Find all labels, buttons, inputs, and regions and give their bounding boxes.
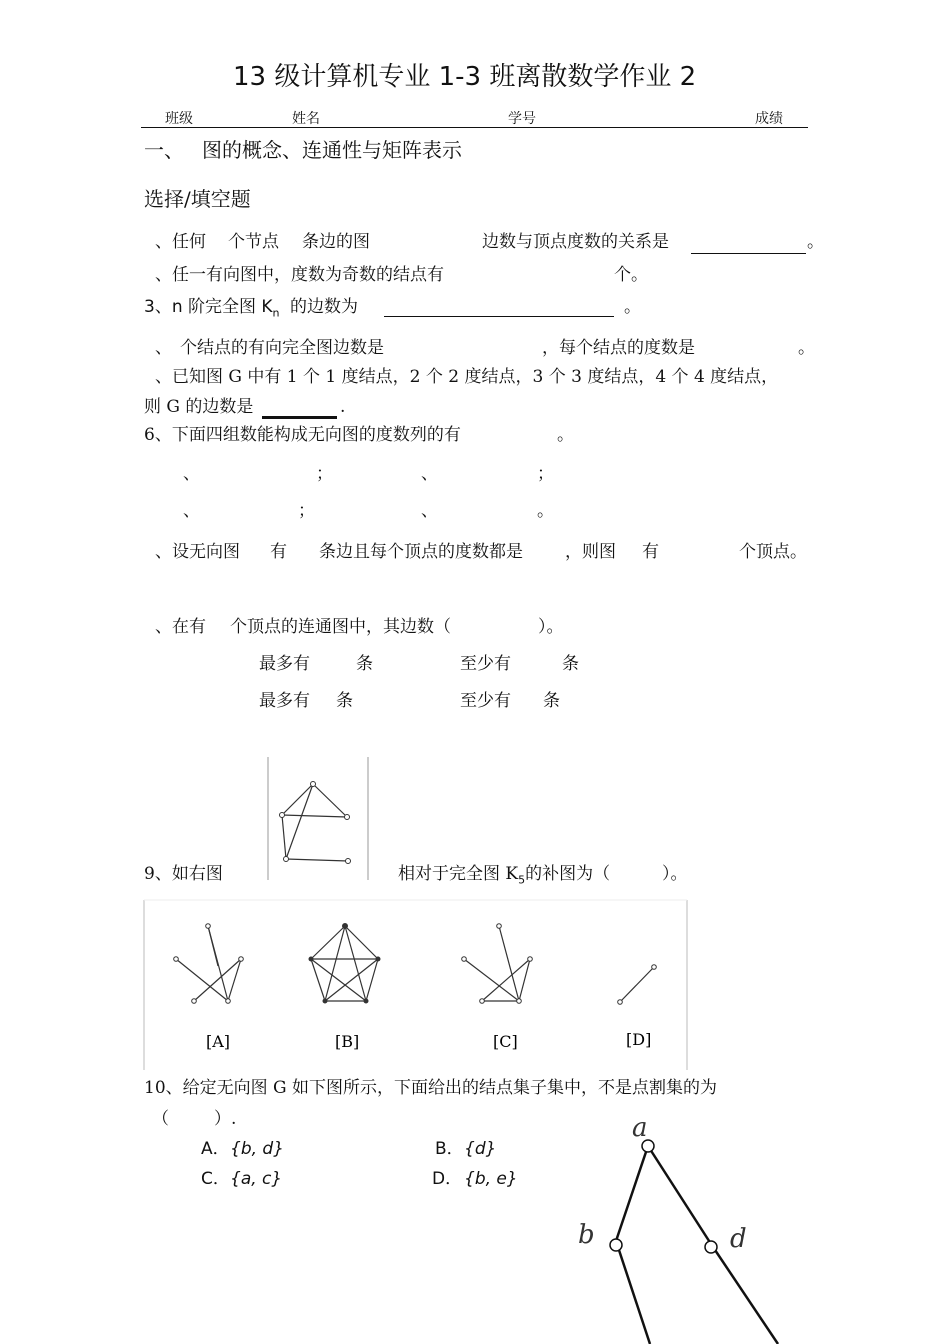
q6-row2-sep4: 。 (537, 501, 554, 521)
option-b-graph (311, 926, 378, 1001)
q5-answer-blank[interactable] (262, 416, 337, 419)
option-c-graph (464, 926, 530, 1001)
q10-option-d-letter: D． (432, 1169, 463, 1189)
q3-text-b: 的边数为 (290, 297, 358, 317)
q10-line2-close: ）. (214, 1109, 237, 1129)
q3-text-a: 3、n 阶完全图 $K_n$ (144, 297, 280, 320)
subsection-title: 选择/填空题 (144, 187, 251, 211)
q10-line1: 10、给定无向图 G 如下图所示，下面给出的结点集子集中，不是点割集的为 (144, 1078, 718, 1098)
q10-option-b-value: {d} (464, 1139, 497, 1159)
field-score-label: 成绩 (755, 111, 783, 127)
option-b-label: [B] (335, 1032, 360, 1051)
q10-option-a-value: {b, d} (230, 1139, 285, 1159)
q7-text-f: 个顶点。 (739, 542, 807, 562)
q5-line2: 则 G 的边数是 (144, 397, 254, 417)
q2-text-b: 个。 (614, 265, 648, 285)
q8-option-b-least: 至少有 (460, 691, 511, 711)
q6-row1-sep4: ； (537, 464, 554, 484)
q6-text: 6、下面四组数能构成无向图的度数列的有 (144, 425, 461, 445)
q10-option-b-letter: B． (435, 1139, 464, 1159)
q6-row1-sep3: 、 (421, 464, 438, 484)
q4-end: 。 (798, 338, 815, 358)
q5-end: . (340, 397, 346, 417)
option-a-graph (176, 926, 241, 1001)
q1-end: 。 (807, 232, 824, 252)
q7-text-c: 条边且每个顶点的度数都是 (319, 542, 523, 562)
option-d-label: [D] (626, 1030, 652, 1049)
option-c-label: [C] (493, 1032, 518, 1051)
q1-answer-blank[interactable] (691, 253, 806, 254)
q7-text-d: ，则图 (565, 542, 616, 562)
q3-end: 。 (624, 297, 641, 317)
q10-line2-open: （ (152, 1109, 169, 1129)
q1-text-d: 边数与顶点度数的关系是 (482, 232, 669, 252)
q10-option-a-letter: A． (201, 1139, 230, 1159)
q1-text-c: 条边的图 (302, 232, 370, 252)
q8-end: ）。 (538, 617, 564, 637)
q1-text-b: 个节点 (228, 232, 279, 252)
option-d-graph (620, 967, 654, 1002)
q8-option-b-unit1: 条 (336, 691, 353, 711)
q6-row1-sep1: 、 (183, 464, 200, 484)
node-b-label: b (578, 1220, 595, 1250)
q10-option-c-value: {a, c} (230, 1169, 283, 1189)
field-class-label: 班级 (165, 111, 193, 127)
q1-text-a: 、任何 (155, 232, 206, 252)
q8-option-b-most: 最多有 (259, 691, 310, 711)
q9-text-a: 9、如右图 (144, 864, 223, 884)
q7-text-a: 、设无向图 (155, 542, 240, 562)
q9-end: ）。 (662, 864, 688, 884)
q10-graph-figure (570, 1110, 800, 1344)
node-a-label: a (632, 1113, 648, 1143)
q8-text-a: 、在有 (155, 617, 206, 637)
q6-row2-sep2: ； (298, 501, 315, 521)
q3-answer-blank[interactable] (384, 316, 614, 317)
q5-line1: 、已知图 G 中有 1 个 1 度结点，2 个 2 度结点，3 个 3 度结点，4 个 4 度结点， (155, 367, 779, 387)
page-title: 13 级计算机专业 1-3 班离散数学作业 2 (233, 62, 697, 92)
section-title: 图的概念、连通性与矩阵表示 (202, 138, 462, 162)
q6-end: 。 (557, 425, 574, 445)
section-number: 一、 (144, 138, 184, 162)
q8-option-a-unit1: 条 (356, 654, 373, 674)
q2-text-a: 、任一有向图中，度数为奇数的结点有 (155, 265, 444, 285)
q6-row1-sep2: ； (316, 464, 333, 484)
q9-graph-figure (266, 756, 371, 881)
header-rule (141, 127, 808, 128)
q8-text-b: 个顶点的连通图中，其边数（ (230, 617, 451, 637)
q8-option-a-least: 至少有 (460, 654, 511, 674)
q9-text-b: 相对于完全图 $K_5$的补图为（ (398, 864, 611, 887)
field-id-label: 学号 (508, 111, 536, 127)
q8-option-b-unit2: 条 (543, 691, 560, 711)
q6-row2-sep3: 、 (421, 501, 438, 521)
q7-text-b: 有 (270, 542, 287, 562)
q4-text-b: 个结点的有向完全图边数是 (180, 338, 384, 358)
option-a-label: [A] (206, 1032, 231, 1051)
node-d-label: d (730, 1224, 747, 1254)
q10-option-c-letter: C． (201, 1169, 230, 1189)
field-name-label: 姓名 (292, 111, 320, 127)
q4-text-c: ，每个结点的度数是 (542, 338, 695, 358)
q10-option-d-value: {b, e} (464, 1169, 518, 1189)
q8-option-a-unit2: 条 (562, 654, 579, 674)
q4-text-a: 、 (155, 338, 172, 358)
q8-option-a-most: 最多有 (259, 654, 310, 674)
q7-text-e: 有 (642, 542, 659, 562)
q9-options-figure (142, 898, 690, 1072)
q6-row2-sep1: 、 (183, 501, 200, 521)
